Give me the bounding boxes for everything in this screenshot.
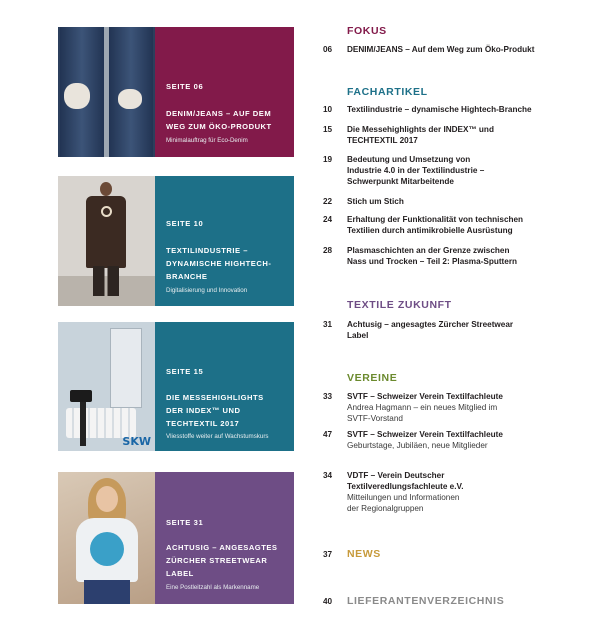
page-ref: SEITE 06 — [166, 82, 204, 91]
entry-title: SVTF – Schweizer Verein Textilfachleute — [347, 430, 503, 439]
fashion-model-photo — [58, 176, 155, 306]
feature-card-achtusig[interactable] — [58, 472, 294, 604]
skw-logo: SKW — [122, 435, 151, 448]
title-line: DER INDEX™ UND — [166, 406, 241, 415]
entry-line: Industrie 4.0 in der Textilindustrie – — [347, 166, 485, 175]
entry-subline: SVTF-Vorstand — [347, 414, 403, 423]
entry-subline: Andrea Hagmann – ein neues Mitglied im — [347, 403, 498, 412]
entry-line: Achtusig – angesagtes Zürcher Streetwear — [347, 320, 514, 329]
title-line: WEG ZUM ÖKO-PRODUKT — [166, 122, 272, 131]
feature-panel — [155, 27, 294, 157]
page-ref: SEITE 10 — [166, 219, 204, 228]
entry-line: Schwerpunkt Mitarbeitende — [347, 177, 454, 186]
streetwear-model-photo — [58, 472, 155, 604]
feature-subtitle: Digitalisierung und Innovation — [166, 287, 248, 294]
title-line: BRANCHE — [166, 272, 208, 281]
entry-line: Label — [347, 331, 369, 340]
title-line: LABEL — [166, 569, 194, 578]
page-ref: SEITE 15 — [166, 367, 204, 376]
page-number: 15 — [323, 125, 333, 134]
page-number: 47 — [323, 430, 333, 439]
entry-line: Die Messehighlights der INDEX™ und — [347, 125, 494, 134]
page-number: 33 — [323, 392, 333, 401]
page-ref: SEITE 31 — [166, 518, 204, 527]
feature-title — [166, 107, 286, 133]
page-number: 34 — [323, 471, 333, 480]
feature-title — [166, 541, 286, 580]
feature-panel — [155, 322, 294, 451]
feature-subtitle: Vliesstoffe weiter auf Wachstumskurs — [166, 433, 269, 440]
page-number: 40 — [323, 597, 333, 606]
feature-card-messehighlights[interactable] — [58, 322, 294, 451]
entry-title — [347, 245, 593, 267]
page-number: 24 — [323, 215, 333, 224]
feature-card-denim[interactable] — [58, 27, 294, 157]
entry-subline: Geburtstage, Jubiläen, neue Mitglieder — [347, 441, 488, 450]
entry-line: Nass und Trocken – Teil 2: Plasma-Sputtern — [347, 257, 518, 266]
entry-body — [347, 429, 593, 451]
title-line: TEXTILINDUSTRIE – — [166, 246, 248, 255]
feature-panel — [155, 176, 294, 306]
entry-line: Stich um Stich — [347, 197, 404, 206]
feature-card-textilindustrie[interactable] — [58, 176, 294, 306]
page-number: 19 — [323, 155, 333, 164]
page-number: 06 — [323, 45, 333, 54]
feature-panel — [155, 472, 294, 604]
title-line: DIE MESSEHIGHLIGHTS — [166, 393, 264, 402]
title-line: ZÜRCHER STREETWEAR — [166, 556, 268, 565]
section-heading-lieferantenverzeichnis: LIEFERANTENVERZEICHNIS — [347, 595, 505, 607]
entry-line: Textilindustrie – dynamische Hightech-Branche — [347, 105, 532, 114]
section-heading-news: NEWS — [347, 548, 381, 560]
entry-title: SVTF – Schweizer Verein Textilfachleute — [347, 392, 503, 401]
entry-line: Erhaltung der Funktionalität von technischen — [347, 215, 524, 224]
entry-body — [347, 391, 593, 424]
entry-body — [347, 470, 593, 514]
feature-subtitle: Eine Postleitzahl als Markenname — [166, 584, 260, 591]
title-line: DYNAMISCHE HIGHTECH- — [166, 259, 272, 268]
entry-title-line: Textilveredlungsfachleute e.V. — [347, 482, 464, 491]
page-number: 28 — [323, 246, 333, 255]
page-number: 31 — [323, 320, 333, 329]
feature-subtitle: Minimalauftrag für Eco-Denim — [166, 137, 248, 144]
section-heading-fachartikel: FACHARTIKEL — [347, 86, 428, 98]
entry-title — [347, 319, 593, 341]
denim-photo — [58, 27, 155, 157]
entry-line: Plasmaschichten an der Grenze zwischen — [347, 246, 510, 255]
entry-title — [347, 154, 593, 187]
entry-line: Textilien durch antimikrobielle Ausrüstung — [347, 226, 513, 235]
section-heading-textile-zukunft: TEXTILE ZUKUNFT — [347, 299, 452, 311]
title-line: TECHTEXTIL 2017 — [166, 419, 240, 428]
feature-title — [166, 244, 286, 283]
page-number: 37 — [323, 550, 333, 559]
entry-subline: der Regionalgruppen — [347, 504, 424, 513]
section-heading-vereine: VEREINE — [347, 372, 398, 384]
toc-entry-lieferantenverzeichnis[interactable] — [323, 595, 504, 607]
section-heading-fokus: FOKUS — [347, 25, 387, 37]
entry-title — [347, 124, 593, 146]
page-number: 22 — [323, 197, 333, 206]
title-line: ACHTUSIG – ANGESAGTES — [166, 543, 278, 552]
entry-line: TECHTEXTIL 2017 — [347, 136, 418, 145]
entry-title: DENIM/JEANS – Auf dem Weg zum Öko-Produkt — [347, 45, 535, 54]
entry-title — [347, 196, 593, 207]
feature-title — [166, 391, 286, 430]
toc-entry-news[interactable] — [323, 548, 381, 560]
title-line: DENIM/JEANS – AUF DEM — [166, 109, 272, 118]
trade-fair-machine-photo — [58, 322, 155, 451]
entry-line: Bedeutung und Umsetzung von — [347, 155, 471, 164]
entry-title-line: VDTF – Verein Deutscher — [347, 471, 445, 480]
entry-title — [347, 214, 593, 236]
entry-subline: Mitteilungen und Informationen — [347, 493, 460, 502]
page-number: 10 — [323, 105, 333, 114]
entry-title — [347, 104, 593, 115]
